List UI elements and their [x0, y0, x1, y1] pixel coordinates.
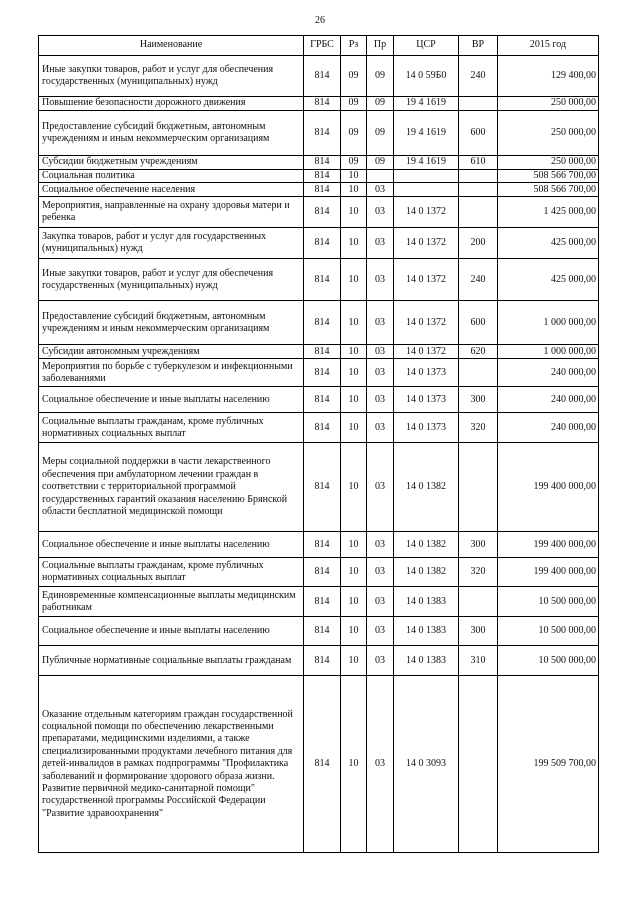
cell-vr — [459, 170, 498, 183]
cell-pr: 09 — [367, 156, 394, 170]
cell-grbs: 814 — [304, 259, 341, 301]
header-name: Наименование — [39, 36, 304, 56]
cell-vr: 310 — [459, 646, 498, 676]
cell-amount-2015: 199 400 000,00 — [498, 443, 599, 532]
cell-pr: 03 — [367, 443, 394, 532]
cell-name: Социальное обеспечение населения — [39, 183, 304, 197]
cell-csr: 14 0 1382 — [394, 443, 459, 532]
cell-grbs: 814 — [304, 97, 341, 111]
cell-grbs: 814 — [304, 646, 341, 676]
cell-grbs: 814 — [304, 413, 341, 443]
cell-csr: 14 0 1373 — [394, 413, 459, 443]
cell-grbs: 814 — [304, 617, 341, 646]
cell-vr — [459, 359, 498, 387]
cell-rz: 10 — [341, 387, 367, 413]
cell-vr — [459, 97, 498, 111]
cell-csr: 19 4 1619 — [394, 97, 459, 111]
cell-amount-2015: 129 400,00 — [498, 56, 599, 97]
cell-vr: 240 — [459, 259, 498, 301]
cell-name: Иные закупки товаров, работ и услуг для обеспечения государственных (муниципальных) нужд — [39, 56, 304, 97]
cell-csr — [394, 183, 459, 197]
cell-pr: 03 — [367, 359, 394, 387]
cell-name: Публичные нормативные социальные выплаты гражданам — [39, 646, 304, 676]
cell-name: Социальная политика — [39, 170, 304, 183]
cell-csr: 14 0 1373 — [394, 359, 459, 387]
cell-rz: 10 — [341, 259, 367, 301]
cell-amount-2015: 1 425 000,00 — [498, 197, 599, 228]
cell-name: Меры социальной поддержки в части лекарственного обеспечения при амбулаторном лечении граждан в соответствии с территориальной программой государственных гарантий оказания населению Брянской области бесплатной медицинской помощи — [39, 443, 304, 532]
header-csr: ЦСР — [394, 36, 459, 56]
table-header — [39, 36, 599, 56]
table-row — [39, 259, 599, 301]
table-row — [39, 170, 599, 183]
cell-pr: 03 — [367, 646, 394, 676]
cell-csr: 14 0 1372 — [394, 197, 459, 228]
cell-grbs: 814 — [304, 111, 341, 156]
cell-csr: 14 0 1372 — [394, 259, 459, 301]
cell-name: Иные закупки товаров, работ и услуг для обеспечения государственных (муниципальных) нужд — [39, 259, 304, 301]
cell-pr: 03 — [367, 197, 394, 228]
cell-grbs: 814 — [304, 587, 341, 617]
cell-grbs: 814 — [304, 532, 341, 558]
cell-grbs: 814 — [304, 676, 341, 853]
cell-vr: 620 — [459, 345, 498, 359]
cell-rz: 10 — [341, 443, 367, 532]
cell-amount-2015: 240 000,00 — [498, 387, 599, 413]
table-row — [39, 345, 599, 359]
cell-csr: 14 0 1372 — [394, 228, 459, 259]
table-row — [39, 387, 599, 413]
table-row — [39, 228, 599, 259]
table-row — [39, 413, 599, 443]
cell-grbs: 814 — [304, 170, 341, 183]
table-row — [39, 56, 599, 97]
cell-vr: 600 — [459, 301, 498, 345]
cell-grbs: 814 — [304, 183, 341, 197]
cell-vr: 300 — [459, 387, 498, 413]
cell-rz: 10 — [341, 170, 367, 183]
cell-rz: 10 — [341, 345, 367, 359]
cell-pr: 03 — [367, 183, 394, 197]
cell-pr: 03 — [367, 532, 394, 558]
cell-pr — [367, 170, 394, 183]
cell-rz: 10 — [341, 197, 367, 228]
cell-csr: 14 0 3093 — [394, 676, 459, 853]
cell-amount-2015: 250 000,00 — [498, 97, 599, 111]
cell-amount-2015: 10 500 000,00 — [498, 646, 599, 676]
cell-amount-2015: 425 000,00 — [498, 259, 599, 301]
cell-rz: 10 — [341, 413, 367, 443]
cell-grbs: 814 — [304, 359, 341, 387]
cell-name: Социальное обеспечение и иные выплаты населению — [39, 532, 304, 558]
cell-amount-2015: 199 400 000,00 — [498, 532, 599, 558]
cell-name: Социальное обеспечение и иные выплаты населению — [39, 617, 304, 646]
cell-csr: 14 0 1382 — [394, 558, 459, 587]
cell-amount-2015: 250 000,00 — [498, 111, 599, 156]
cell-csr: 14 0 59Б0 — [394, 56, 459, 97]
cell-rz: 10 — [341, 587, 367, 617]
cell-vr: 240 — [459, 56, 498, 97]
cell-name: Единовременные компенсационные выплаты медицинским работникам — [39, 587, 304, 617]
cell-rz: 09 — [341, 111, 367, 156]
table-row — [39, 443, 599, 532]
table-row — [39, 197, 599, 228]
cell-grbs: 814 — [304, 443, 341, 532]
table-row — [39, 97, 599, 111]
table-body — [39, 56, 599, 853]
cell-grbs: 814 — [304, 197, 341, 228]
cell-vr: 610 — [459, 156, 498, 170]
cell-grbs: 814 — [304, 387, 341, 413]
cell-amount-2015: 1 000 000,00 — [498, 345, 599, 359]
cell-amount-2015: 425 000,00 — [498, 228, 599, 259]
cell-pr: 09 — [367, 56, 394, 97]
cell-amount-2015: 250 000,00 — [498, 156, 599, 170]
cell-name: Социальные выплаты гражданам, кроме публичных нормативных социальных выплат — [39, 558, 304, 587]
cell-rz: 10 — [341, 676, 367, 853]
cell-name: Оказание отдельным категориям граждан государственной социальной помощи по обеспечению лекарственными препаратами, медицинскими изделиями, а также специализированными продуктами лечебного питания для детей-инвалидов в рамках подпрограммы "Профилактика заболеваний и формирование здорового образа жизни. Развитие первичной медико-санитарной помощи" государственной программы Российской Федерации "Развитие здравоохранения" — [39, 676, 304, 853]
cell-pr: 03 — [367, 587, 394, 617]
cell-rz: 10 — [341, 183, 367, 197]
cell-vr — [459, 676, 498, 853]
cell-amount-2015: 10 500 000,00 — [498, 587, 599, 617]
cell-pr: 03 — [367, 617, 394, 646]
cell-grbs: 814 — [304, 56, 341, 97]
cell-amount-2015: 199 509 700,00 — [498, 676, 599, 853]
cell-vr — [459, 183, 498, 197]
cell-name: Предоставление субсидий бюджетным, автономным учреждениям и иным некоммерческим организациям — [39, 301, 304, 345]
cell-csr: 14 0 1383 — [394, 646, 459, 676]
cell-grbs: 814 — [304, 228, 341, 259]
cell-name: Мероприятия по борьбе с туберкулезом и инфекционными заболеваниями — [39, 359, 304, 387]
cell-grbs: 814 — [304, 558, 341, 587]
cell-vr — [459, 587, 498, 617]
cell-name: Социальные выплаты гражданам, кроме публичных нормативных социальных выплат — [39, 413, 304, 443]
cell-csr: 14 0 1383 — [394, 587, 459, 617]
cell-name: Субсидии автономным учреждениям — [39, 345, 304, 359]
table-row — [39, 587, 599, 617]
cell-rz: 10 — [341, 617, 367, 646]
cell-vr: 200 — [459, 228, 498, 259]
cell-amount-2015: 199 400 000,00 — [498, 558, 599, 587]
header-row — [39, 36, 599, 56]
cell-rz: 10 — [341, 301, 367, 345]
table-row — [39, 532, 599, 558]
cell-vr: 300 — [459, 617, 498, 646]
cell-name: Повышение безопасности дорожного движения — [39, 97, 304, 111]
cell-vr: 600 — [459, 111, 498, 156]
cell-amount-2015: 240 000,00 — [498, 413, 599, 443]
cell-name: Предоставление субсидий бюджетным, автономным учреждениям и иным некоммерческим организациям — [39, 111, 304, 156]
cell-pr: 09 — [367, 97, 394, 111]
cell-csr: 14 0 1372 — [394, 345, 459, 359]
cell-csr: 14 0 1382 — [394, 532, 459, 558]
cell-rz: 10 — [341, 558, 367, 587]
cell-grbs: 814 — [304, 301, 341, 345]
table-row — [39, 156, 599, 170]
page-number: 26 — [315, 15, 325, 26]
cell-pr: 09 — [367, 111, 394, 156]
header-rz: Рз — [341, 36, 367, 56]
table-row — [39, 646, 599, 676]
cell-pr: 03 — [367, 676, 394, 853]
cell-rz: 10 — [341, 359, 367, 387]
cell-pr: 03 — [367, 413, 394, 443]
cell-vr — [459, 197, 498, 228]
cell-pr: 03 — [367, 558, 394, 587]
cell-amount-2015: 10 500 000,00 — [498, 617, 599, 646]
table-row — [39, 558, 599, 587]
cell-pr: 03 — [367, 301, 394, 345]
header-grbs: ГРБС — [304, 36, 341, 56]
cell-grbs: 814 — [304, 345, 341, 359]
cell-name: Социальное обеспечение и иные выплаты населению — [39, 387, 304, 413]
cell-name: Субсидии бюджетным учреждениям — [39, 156, 304, 170]
cell-rz: 09 — [341, 156, 367, 170]
header-vr: ВР — [459, 36, 498, 56]
table-row — [39, 617, 599, 646]
table-row — [39, 183, 599, 197]
cell-amount-2015: 240 000,00 — [498, 359, 599, 387]
cell-vr: 320 — [459, 413, 498, 443]
table-row — [39, 359, 599, 387]
cell-vr — [459, 443, 498, 532]
budget-table — [38, 35, 599, 853]
cell-csr: 19 4 1619 — [394, 111, 459, 156]
table-row — [39, 676, 599, 853]
cell-pr: 03 — [367, 259, 394, 301]
cell-grbs: 814 — [304, 156, 341, 170]
cell-rz: 10 — [341, 228, 367, 259]
cell-amount-2015: 508 566 700,00 — [498, 183, 599, 197]
cell-csr: 19 4 1619 — [394, 156, 459, 170]
cell-rz: 10 — [341, 532, 367, 558]
cell-rz: 10 — [341, 646, 367, 676]
cell-csr: 14 0 1373 — [394, 387, 459, 413]
cell-csr: 14 0 1383 — [394, 617, 459, 646]
cell-csr — [394, 170, 459, 183]
table-row — [39, 301, 599, 345]
header-amount-2015: 2015 год — [498, 36, 599, 56]
cell-pr: 03 — [367, 387, 394, 413]
cell-vr: 300 — [459, 532, 498, 558]
cell-rz: 09 — [341, 97, 367, 111]
cell-amount-2015: 1 000 000,00 — [498, 301, 599, 345]
cell-csr: 14 0 1372 — [394, 301, 459, 345]
cell-name: Закупка товаров, работ и услуг для государственных (муниципальных) нужд — [39, 228, 304, 259]
cell-vr: 320 — [459, 558, 498, 587]
table-row — [39, 111, 599, 156]
cell-name: Мероприятия, направленные на охрану здоровья матери и ребенка — [39, 197, 304, 228]
cell-pr: 03 — [367, 345, 394, 359]
header-pr: Пр — [367, 36, 394, 56]
cell-amount-2015: 508 566 700,00 — [498, 170, 599, 183]
cell-rz: 09 — [341, 56, 367, 97]
cell-pr: 03 — [367, 228, 394, 259]
